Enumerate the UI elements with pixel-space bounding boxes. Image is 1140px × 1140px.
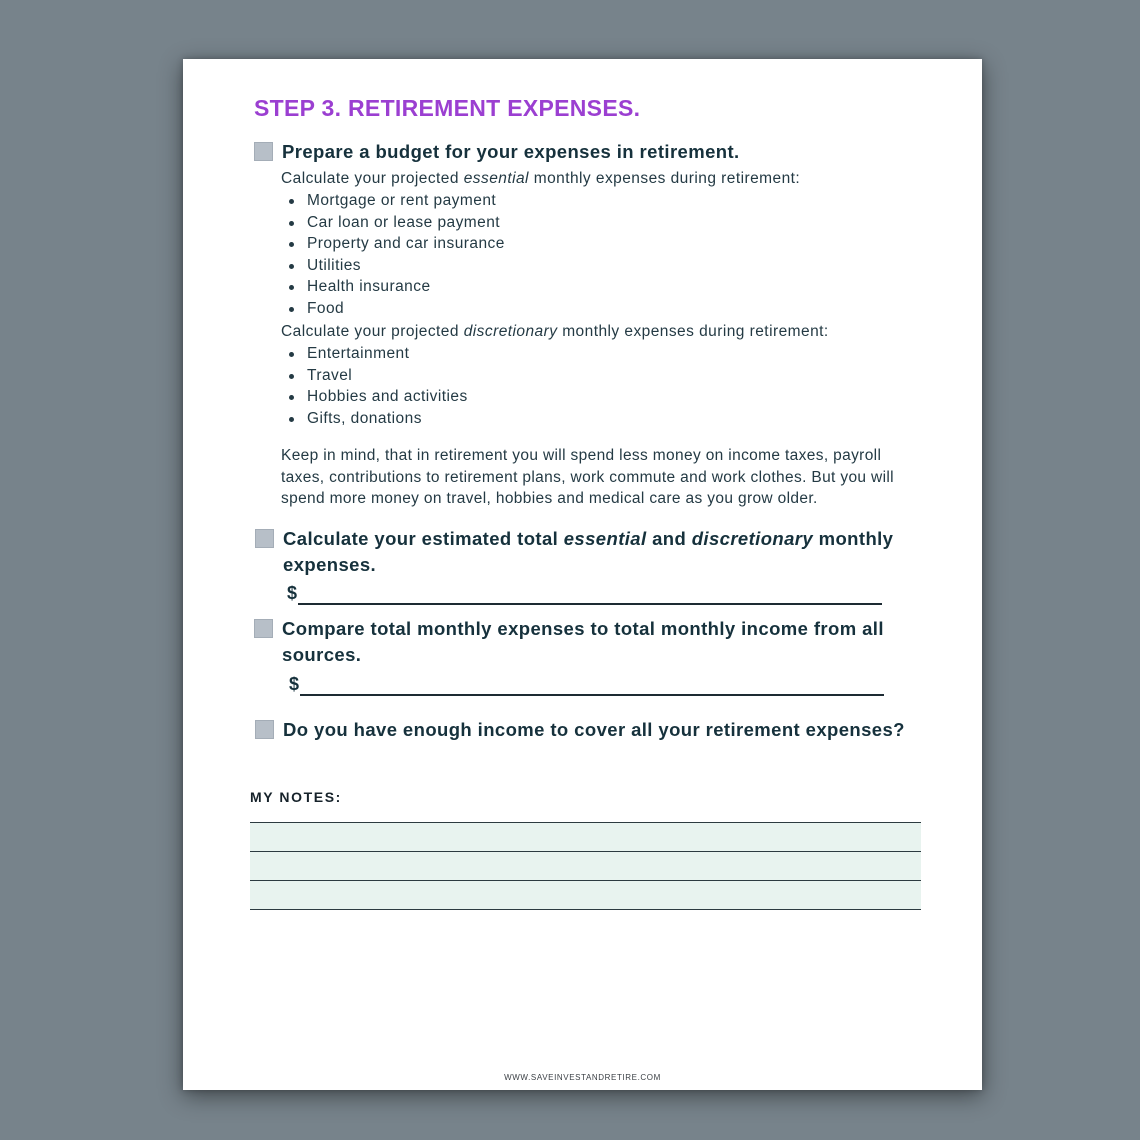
total-expenses-checkbox[interactable] bbox=[255, 529, 274, 548]
essential-intro-after: monthly expenses during retirement: bbox=[528, 170, 801, 187]
discretionary-intro-emphasis: discretionary bbox=[463, 323, 558, 340]
compare-income-task-title: Compare total monthly expenses to total monthly income from all sources. bbox=[282, 618, 884, 665]
note-line-bottom bbox=[250, 909, 921, 910]
list-item: Entertainment bbox=[281, 343, 468, 365]
enough-income-task-title: Do you have enough income to cover all your retirement expenses? bbox=[283, 719, 905, 740]
compare-income-dollar-sign: $ bbox=[289, 674, 300, 694]
essential-list bbox=[281, 190, 505, 319]
notes-label: MY NOTES: bbox=[250, 789, 342, 805]
essential-intro-before: Calculate your projected bbox=[281, 170, 464, 187]
list-item: Gifts, donations bbox=[281, 408, 468, 430]
note-line[interactable] bbox=[250, 880, 921, 909]
task-title-emphasis: essential bbox=[563, 528, 647, 549]
footer-url: WWW.SAVEINVESTANDRETIRE.COM bbox=[504, 1073, 661, 1082]
discretionary-intro bbox=[281, 321, 829, 343]
enough-income-checkbox[interactable] bbox=[255, 720, 274, 739]
discretionary-list bbox=[281, 343, 468, 429]
list-item: Car loan or lease payment bbox=[281, 212, 505, 234]
list-item: Hobbies and activities bbox=[281, 386, 468, 408]
list-item: Health insurance bbox=[281, 276, 505, 298]
reminder-paragraph: Keep in mind, that in retirement you will spend less money on income taxes, payroll taxes, contributions to retirement plans, work commute and work clothes. But you will spend more money on travel, hobbies and medical care as you grow older. bbox=[281, 447, 894, 507]
task-title-part: Calculate your estimated total bbox=[283, 528, 564, 549]
notes-area[interactable] bbox=[250, 822, 921, 910]
total-expenses-dollar-sign: $ bbox=[287, 583, 298, 603]
task-title-emphasis: discretionary bbox=[691, 528, 814, 549]
task-title-part: and bbox=[646, 528, 692, 549]
total-expenses-task-title bbox=[283, 526, 903, 578]
budget-checkbox[interactable] bbox=[254, 142, 273, 161]
essential-intro-emphasis: essential bbox=[463, 170, 529, 187]
compare-income-answer-line[interactable] bbox=[300, 694, 884, 696]
note-line[interactable] bbox=[250, 822, 921, 851]
discretionary-intro-after: monthly expenses during retirement: bbox=[557, 323, 829, 340]
list-item: Property and car insurance bbox=[281, 233, 505, 255]
step-title: STEP 3. RETIREMENT EXPENSES. bbox=[254, 95, 641, 121]
essential-intro bbox=[281, 168, 800, 190]
budget-task-title: Prepare a budget for your expenses in retirement. bbox=[282, 141, 740, 162]
list-item: Mortgage or rent payment bbox=[281, 190, 505, 212]
discretionary-intro-before: Calculate your projected bbox=[281, 323, 464, 340]
list-item: Food bbox=[281, 298, 505, 320]
worksheet-page bbox=[183, 59, 982, 1090]
note-line[interactable] bbox=[250, 851, 921, 880]
list-item: Travel bbox=[281, 365, 468, 387]
compare-income-checkbox[interactable] bbox=[254, 619, 273, 638]
total-expenses-answer-line[interactable] bbox=[298, 603, 882, 605]
list-item: Utilities bbox=[281, 255, 505, 277]
task-title-part: monthly expenses. bbox=[283, 528, 894, 575]
